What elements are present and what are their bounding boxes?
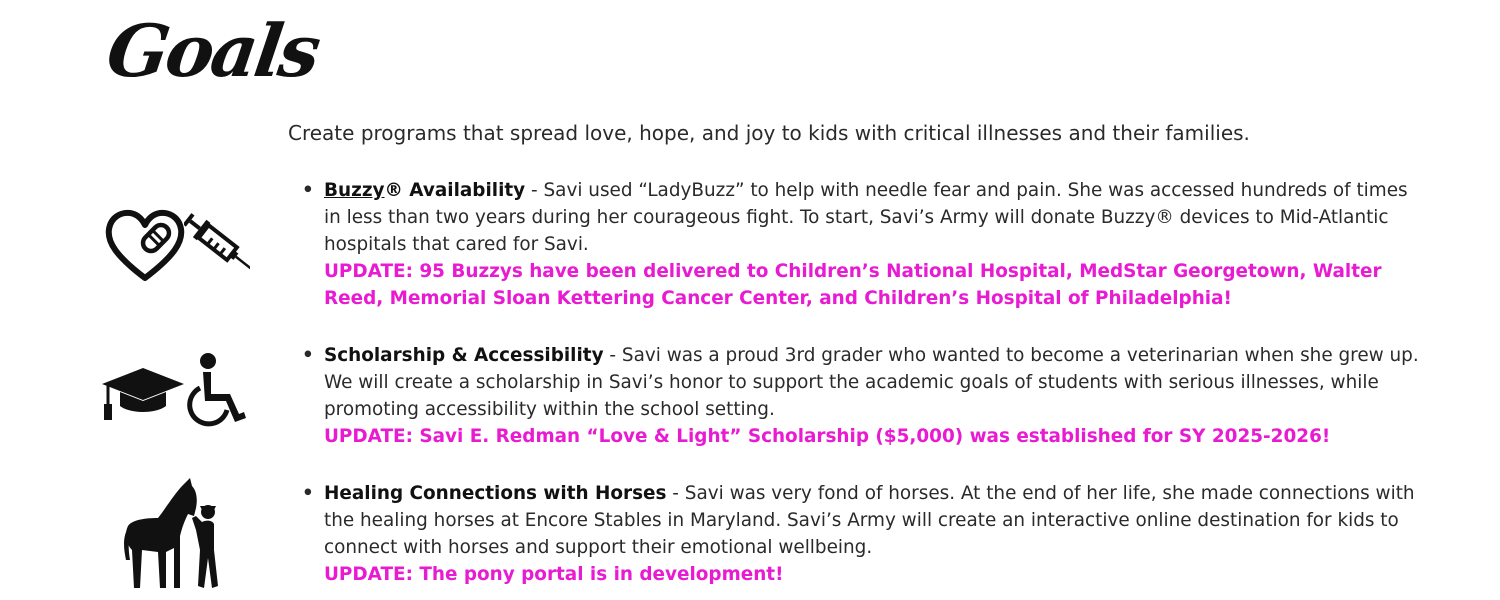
intro-text: Create programs that spread love, hope, and joy to kids with critical illnesses and their families.: [288, 121, 1250, 145]
goal-name-rest: ® Availability: [384, 180, 526, 201]
goal-buzzy: [302, 177, 1422, 312]
goal-description: - Savi was a proud 3rd grader who wanted to become a veterinarian when she grew up. We will create a scholarship in Savi’s honor to support the academic goals of students with serious illnesses, while promoting accessibility within the school setting.: [324, 345, 1419, 420]
goal-description: - Savi used “LadyBuzz” to help with needle fear and pain. She was accessed hundreds of times in less than two years during her courageous fight. To start, Savi’s Army will donate Buzzy® devices to Mid-Atlantic hospitals that cared for Savi.: [324, 180, 1408, 255]
goal-horses: [302, 480, 1422, 588]
heart-bandage-icon: [104, 208, 186, 284]
bullet: •: [302, 180, 314, 201]
bullet: •: [302, 483, 314, 504]
goal-update: UPDATE: The pony portal is in development!: [324, 564, 784, 585]
syringe-icon: [184, 206, 250, 278]
bullet: •: [302, 345, 314, 366]
goal-description: - Savi was very fond of horses. At the end of her life, she made connections with the healing horses at Encore Stables in Maryland. Savi’s Army will create an interactive online destination for kids to connect with horses and support their emotional wellbeing.: [324, 483, 1415, 558]
graduation-cap-icon: [100, 366, 186, 422]
goal-update: UPDATE: 95 Buzzys have been delivered to Children’s National Hospital, MedStar Georgetown, Walter Reed, Memorial Sloan Kettering Cancer Center, and Children’s Hospital of Philadelphia!: [324, 261, 1382, 309]
horse-and-child-icon: [122, 478, 222, 593]
goal-scholarship: [302, 342, 1422, 450]
goal-name: [324, 180, 525, 201]
goal-update: UPDATE: Savi E. Redman “Love & Light” Scholarship ($5,000) was established for SY 2025-2026!: [324, 426, 1331, 447]
goal-name: Scholarship & Accessibility: [324, 345, 604, 366]
goal-name: Healing Connections with Horses: [324, 483, 667, 504]
wheelchair-icon: [186, 352, 248, 428]
goal-name-underlined: Buzzy: [324, 180, 385, 201]
page-title: Goals: [102, 8, 324, 93]
